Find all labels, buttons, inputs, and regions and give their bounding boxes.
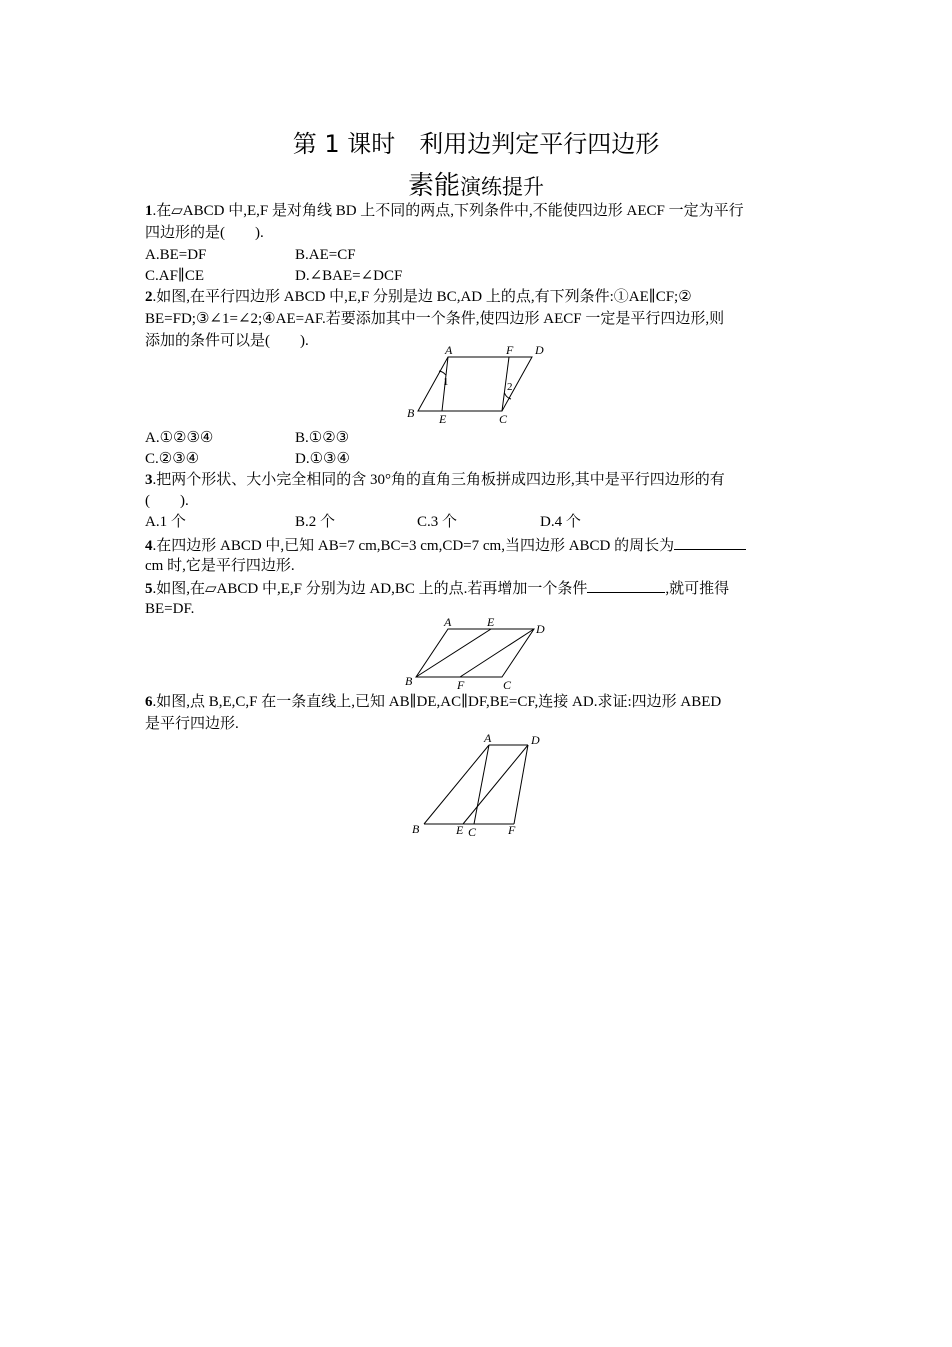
q2-figure [400, 345, 560, 427]
q5-text-1b: ,就可推得 [665, 581, 730, 597]
q6-segment-ac [474, 745, 489, 824]
q5-segment-be [416, 629, 491, 677]
section-title-small: 演练提升 [460, 175, 544, 199]
q6-segment-de [463, 745, 528, 824]
q6-line1 [145, 692, 721, 712]
q6-label-a: A [484, 731, 492, 745]
q4-text-1: .在四边形 ABCD 中,已知 AB=7 cm,BC=3 cm,CD=7 cm,当四边形 ABCD 的周长为 [152, 538, 675, 554]
q3-line1 [145, 470, 725, 490]
q2-line2: BE=FD;③∠1=∠2;④AE=AF.若要添加其中一个条件,使四边形 AECF 一定是平行四边形,则 [145, 311, 725, 327]
q6-figure [400, 730, 550, 842]
page-title: 第 1 课时 利用边判定平行四边形 [292, 130, 660, 158]
q5-text-1a: .如图,在▱ABCD 中,E,F 分别为边 AD,BC 上的点.若再增加一个条件 [152, 581, 588, 597]
q2-line3: 添加的条件可以是( ). [145, 333, 309, 349]
section-title-big: 素能 [407, 171, 460, 201]
q5-line1 [145, 578, 729, 599]
q3-option-a: A.1 个 [145, 514, 186, 530]
q2-angle-1-arc [439, 371, 446, 375]
q2-option-c: C.②③④ [145, 451, 200, 467]
q5-line2: BE=DF. [145, 601, 195, 617]
q5-segment-fd [460, 629, 534, 677]
q3-option-c: C.3 个 [417, 514, 458, 530]
q1-text-1: .在▱ABCD 中,E,F 是对角线 BD 上不同的两点,下列条件中,不能使四边形 AECF 一定为平行 [152, 203, 744, 219]
q6-label-c: C [468, 825, 477, 839]
q5-label-a: A [444, 615, 452, 629]
q5-label-d: D [536, 622, 545, 636]
q2-label-b: B [407, 406, 415, 420]
q6-segment-ab [424, 745, 489, 824]
q6-number: 6 [145, 694, 153, 710]
q6-label-b: B [412, 822, 420, 836]
q2-text-1: .如图,在平行四边形 ABCD 中,E,F 分别是边 BC,AD 上的点,有下列条件:①AE∥CF;② [152, 289, 692, 305]
q2-label-d: D [535, 343, 544, 357]
q5-label-e: E [487, 615, 495, 629]
q1-line1 [145, 201, 744, 221]
q5-figure [400, 615, 550, 693]
q5-parallelogram-abcd [416, 629, 534, 677]
q5-number: 5 [145, 581, 153, 597]
q1-option-b: B.AE=CF [295, 247, 356, 263]
q5-label-b: B [405, 674, 413, 688]
q2-label-e: E [439, 412, 447, 426]
q2-label-c: C [499, 412, 508, 426]
q2-number: 2 [145, 289, 153, 305]
q4-line1 [145, 535, 746, 556]
q6-label-f: F [508, 823, 516, 837]
q4-line2: cm 时,它是平行四边形. [145, 558, 295, 574]
q1-option-c: C.AF∥CE [145, 268, 205, 284]
q2-label-1: 1 [443, 376, 449, 388]
q3-option-b: B.2 个 [295, 514, 336, 530]
q2-parallelogram-abcd [418, 357, 532, 411]
q2-line1 [145, 287, 692, 307]
q1-option-d: D.∠BAE=∠DCF [295, 268, 403, 284]
q3-number: 3 [145, 472, 153, 488]
q6-label-d: D [531, 733, 540, 747]
q6-label-e: E [456, 823, 464, 837]
q6-text-1: .如图,点 B,E,C,F 在一条直线上,已知 AB∥DE,AC∥DF,BE=CF,连接 AD.求证:四边形 ABED [152, 694, 722, 710]
q3-text-1: .把两个形状、大小完全相同的含 30°角的直角三角板拼成四边形,其中是平行四边形的有 [152, 472, 725, 488]
q6-line2: 是平行四边形. [145, 716, 239, 732]
q2-option-b: B.①②③ [295, 430, 350, 446]
q2-label-a: A [445, 343, 453, 357]
q1-option-a: A.BE=DF [145, 247, 207, 263]
q6-segment-df [514, 745, 528, 824]
q4-number: 4 [145, 538, 153, 554]
q1-number: 1 [145, 203, 153, 219]
q2-label-2: 2 [507, 381, 513, 393]
q2-option-a: A.①②③④ [145, 430, 214, 446]
q5-label-c: C [503, 678, 512, 692]
q5-label-f: F [457, 678, 465, 692]
q3-line2: ( ). [145, 493, 189, 509]
q2-label-f: F [506, 343, 514, 357]
q5-answer-blank[interactable] [587, 578, 665, 593]
section-title [0, 165, 952, 202]
q2-option-d: D.①③④ [295, 451, 350, 467]
q1-line2: 四边形的是( ). [145, 225, 264, 241]
q4-answer-blank[interactable] [674, 535, 746, 550]
q3-option-d: D.4 个 [540, 514, 581, 530]
